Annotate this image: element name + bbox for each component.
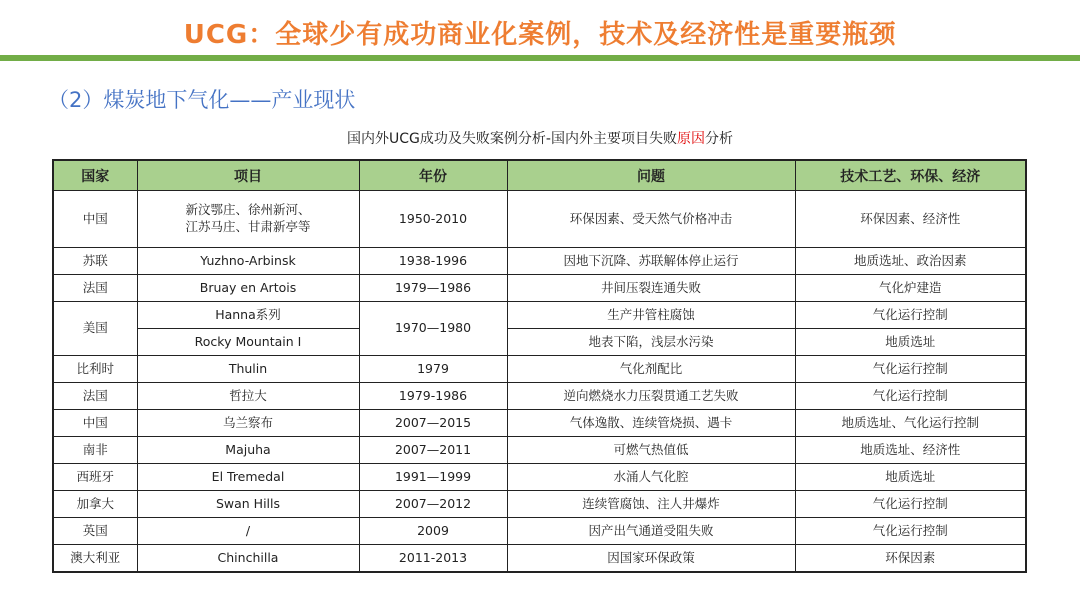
cell-country: 加拿大: [53, 491, 137, 518]
cell-problem: 可燃气热值低: [507, 437, 795, 464]
table-row: [53, 356, 1026, 383]
cell-country: 美国: [53, 302, 137, 356]
cell-project-line1: 新汶鄂庄、徐州新河、: [185, 202, 311, 218]
cell-year: 1991—1999: [359, 464, 507, 491]
cell-year: 2007—2012: [359, 491, 507, 518]
cell-country: 澳大利亚: [53, 545, 137, 573]
table-row: [53, 191, 1026, 248]
table-row: [53, 545, 1026, 573]
caption-prefix: 国内外UCG成功及失败案例分析-国内外主要项目失败: [347, 131, 677, 147]
cell-year: 2011-2013: [359, 545, 507, 573]
cell-project: /: [137, 518, 359, 545]
cell-problem: 因产出气通道受阻失败: [507, 518, 795, 545]
title-divider: [0, 55, 1080, 61]
header-factor: 技术工艺、环保、经济: [795, 160, 1026, 191]
table-row: [53, 410, 1026, 437]
cell-project: Swan Hills: [137, 491, 359, 518]
cell-year: 1979-1986: [359, 383, 507, 410]
cases-table: [52, 159, 1027, 573]
cell-factor: 气化运行控制: [795, 302, 1026, 329]
cell-problem: 因地下沉降、苏联解体停止运行: [507, 248, 795, 275]
cell-factor: 地质选址: [795, 329, 1026, 356]
table-row: [53, 329, 1026, 356]
cell-year: 2009: [359, 518, 507, 545]
cell-problem: 环保因素、受天然气价格冲击: [507, 191, 795, 248]
table-row: [53, 491, 1026, 518]
header-problem: 问题: [507, 160, 795, 191]
cell-country: 南非: [53, 437, 137, 464]
table-row: [53, 275, 1026, 302]
cell-project: Yuzhno-Arbinsk: [137, 248, 359, 275]
table-row: [53, 383, 1026, 410]
table-row: [53, 302, 1026, 329]
cell-factor: 地质选址、政治因素: [795, 248, 1026, 275]
cell-country: 中国: [53, 191, 137, 248]
cell-year: 2007—2015: [359, 410, 507, 437]
cell-project: [137, 191, 359, 248]
cell-problem: 连续管腐蚀、注人井爆炸: [507, 491, 795, 518]
table-row: [53, 248, 1026, 275]
table-row: [53, 437, 1026, 464]
page-title: UCG：全球少有成功商业化案例，技术及经济性是重要瓶颈: [183, 20, 897, 50]
cell-country: 苏联: [53, 248, 137, 275]
cell-factor: 环保因素: [795, 545, 1026, 573]
cell-project: 乌兰察布: [137, 410, 359, 437]
cell-year: 2007—2011: [359, 437, 507, 464]
cell-year: 1938-1996: [359, 248, 507, 275]
cell-factor: 地质选址: [795, 464, 1026, 491]
cell-factor: 气化运行控制: [795, 491, 1026, 518]
caption-highlight: 原因: [676, 131, 705, 147]
cell-factor: 地质选址、经济性: [795, 437, 1026, 464]
cell-problem: 地表下陷，浅层水污染: [507, 329, 795, 356]
table-header-row: [53, 160, 1026, 191]
cell-country: 英国: [53, 518, 137, 545]
cell-problem: 水涌人气化腔: [507, 464, 795, 491]
cell-factor: 地质选址、气化运行控制: [795, 410, 1026, 437]
cell-country: 西班牙: [53, 464, 137, 491]
cell-country: 比利时: [53, 356, 137, 383]
cell-problem: 因国家环保政策: [507, 545, 795, 573]
cell-problem: 逆向燃烧水力压裂贯通工艺失败: [507, 383, 795, 410]
section-subtitle: （2）煤炭地下气化——产业现状: [48, 88, 356, 112]
cell-project-line2: 江苏马庄、甘肃新亭等: [185, 219, 311, 234]
cell-factor: 气化运行控制: [795, 518, 1026, 545]
cell-project: 哲拉大: [137, 383, 359, 410]
cell-factor: 环保因素、经济性: [795, 191, 1026, 248]
table-row: [53, 518, 1026, 545]
cell-year: 1979: [359, 356, 507, 383]
cell-project: El Tremedal: [137, 464, 359, 491]
header-year: 年份: [359, 160, 507, 191]
cell-year: 1970—1980: [359, 302, 507, 356]
cell-problem: 井间压裂连通失败: [507, 275, 795, 302]
cell-factor: 气化运行控制: [795, 383, 1026, 410]
cell-project: Hanna系列: [137, 302, 359, 329]
cell-project: Bruay en Artois: [137, 275, 359, 302]
cell-project: Majuha: [137, 437, 359, 464]
cell-year: 1950-2010: [359, 191, 507, 248]
cell-factor: 气化运行控制: [795, 356, 1026, 383]
header-project: 项目: [137, 160, 359, 191]
header-country: 国家: [53, 160, 137, 191]
table-caption: [0, 128, 1080, 148]
cell-year: 1979—1986: [359, 275, 507, 302]
cell-problem: 气体逸散、连续管烧损、遇卡: [507, 410, 795, 437]
cell-project: Rocky Mountain I: [137, 329, 359, 356]
cell-country: 中国: [53, 410, 137, 437]
caption-suffix: 分析: [704, 131, 733, 147]
cell-project: Chinchilla: [137, 545, 359, 573]
cell-problem: 生产井管柱腐蚀: [507, 302, 795, 329]
cell-problem: 气化剂配比: [507, 356, 795, 383]
cell-country: 法国: [53, 275, 137, 302]
cell-project: Thulin: [137, 356, 359, 383]
cell-country: 法国: [53, 383, 137, 410]
table-row: [53, 464, 1026, 491]
cell-factor: 气化炉建造: [795, 275, 1026, 302]
